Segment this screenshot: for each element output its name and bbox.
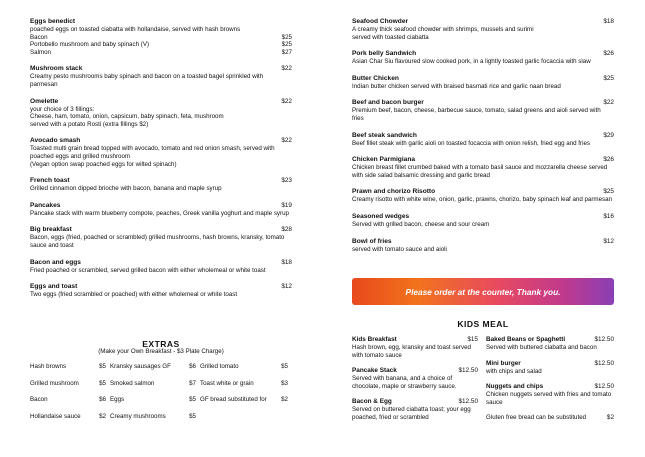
item-name: Pork belly Sandwich bbox=[352, 50, 417, 58]
item-price: $16 bbox=[603, 212, 614, 220]
item-name: French toast bbox=[30, 177, 70, 185]
extra-label: Hollandaise sauce bbox=[30, 412, 81, 420]
extra-label: Eggs bbox=[110, 396, 125, 404]
item-option bbox=[30, 41, 292, 49]
item-price: $22 bbox=[281, 97, 292, 105]
menu-item bbox=[30, 65, 292, 88]
extra-label: Creamy mushrooms bbox=[110, 412, 166, 420]
item-description: Fried poached or scrambled, served grilled bacon with either wholemeal or white toast bbox=[30, 266, 266, 274]
extra-price: $5 bbox=[281, 363, 288, 370]
item-price: $12 bbox=[603, 237, 614, 245]
item-description: served with tomato sauce and aioli bbox=[352, 245, 447, 253]
item-name: Big breakfast bbox=[30, 226, 72, 234]
item-description: Two eggs (fried scrambled or poached) with either wholemeal or white toast bbox=[30, 291, 238, 299]
item-price: $28 bbox=[281, 226, 292, 234]
extra-item bbox=[110, 413, 200, 421]
extra-label: Hash browns bbox=[30, 363, 67, 370]
kids-meal-title: KIDS MEAL bbox=[457, 319, 509, 329]
banner-text: Please order at the counter, Thank you. bbox=[405, 286, 561, 297]
extra-item bbox=[200, 380, 292, 388]
breakfast-column bbox=[30, 18, 292, 308]
extra-item bbox=[110, 380, 200, 388]
item-price: $26 bbox=[603, 50, 614, 58]
item-price: $23 bbox=[281, 177, 292, 185]
option-price: $27 bbox=[281, 48, 292, 56]
item-price: $18 bbox=[603, 18, 614, 25]
menu-item bbox=[30, 18, 292, 56]
kids-right-column bbox=[486, 336, 614, 430]
item-price: $29 bbox=[603, 131, 614, 139]
item-description: Indian butter chicken served with braised basmati rice and garlic naan bread bbox=[352, 82, 561, 90]
kids-item bbox=[352, 398, 478, 421]
kids-item-description: with chips and salad bbox=[486, 367, 542, 375]
kids-item bbox=[486, 383, 614, 406]
item-name: Beef and bacon burger bbox=[352, 99, 424, 107]
extra-item bbox=[110, 396, 200, 404]
extra-price: $5 bbox=[99, 379, 106, 387]
menu-item bbox=[352, 156, 614, 179]
item-description: A creamy thick seafood chowder with shrimps, mussels and surimi served with toasted ciabatta bbox=[352, 26, 534, 41]
extra-label: Toast white or grain bbox=[200, 379, 254, 387]
kids-item-name: Kids Breakfast bbox=[352, 336, 397, 343]
extra-price: $3 bbox=[281, 379, 288, 387]
extra-item bbox=[110, 363, 200, 371]
menu-item bbox=[352, 99, 614, 122]
item-option bbox=[30, 34, 292, 42]
item-price: $18 bbox=[281, 258, 292, 266]
kids-item-description: Chicken nuggets served with fries and tomato sauce bbox=[486, 391, 612, 406]
menu-item bbox=[30, 202, 292, 218]
option-label: Portobello mushroom and baby spinach (V) bbox=[30, 41, 150, 49]
menu-item bbox=[30, 98, 292, 129]
item-name: Bowl of fries bbox=[352, 237, 392, 245]
order-banner bbox=[352, 278, 614, 305]
kids-item-name: Mini burger bbox=[486, 359, 521, 367]
kids-item bbox=[486, 360, 614, 376]
kids-item-price: $12.50 bbox=[594, 336, 614, 343]
item-name: Mushroom stack bbox=[30, 65, 83, 73]
extra-label: Grilled mushroom bbox=[30, 379, 79, 387]
item-description: Asian Char Siu flavoured slow cooked pork, in a lightly toasted garlic focaccia with slaw bbox=[352, 58, 591, 66]
item-description: Toasted multi grain bread topped with avocado, tomato and red onion smash, served with poached eggs and grilled mushroom (Vegan option swap poached eggs for wilted spinach) bbox=[30, 145, 275, 168]
kids-item bbox=[486, 336, 614, 352]
item-price: $19 bbox=[281, 201, 292, 209]
extra-label: Grilled tomato bbox=[200, 363, 239, 370]
extra-price: $2 bbox=[281, 396, 288, 404]
menu-item bbox=[30, 177, 292, 193]
item-price: $25 bbox=[603, 74, 614, 82]
item-description: Served with grilled bacon, cheese and sour cream bbox=[352, 220, 490, 228]
item-price: $22 bbox=[281, 65, 292, 73]
menu-item bbox=[30, 259, 292, 275]
kids-item bbox=[352, 367, 478, 390]
kids-item-description: Hash brown, egg, kransky and toast served with tomato sauce bbox=[352, 344, 472, 359]
item-name: Avocado smash bbox=[30, 137, 81, 145]
item-price: $26 bbox=[603, 156, 614, 164]
extra-label: Smoked salmon bbox=[110, 379, 155, 387]
extra-price: $6 bbox=[99, 396, 106, 404]
kids-left-column bbox=[352, 336, 478, 430]
option-label: Bacon bbox=[30, 33, 48, 41]
extra-price: $5 bbox=[99, 363, 106, 370]
extra-price: $2 bbox=[99, 412, 106, 420]
extra-price: $6 bbox=[189, 363, 196, 370]
extra-label: Bacon bbox=[30, 396, 48, 404]
menu-item bbox=[352, 188, 614, 204]
menu-item bbox=[352, 132, 614, 148]
extra-item bbox=[200, 363, 292, 371]
item-description: Beef fillet steak with garlic aioli on toasted focaccia with onion relish, fried egg and fries bbox=[352, 139, 591, 147]
item-description: Grilled cinnamon dipped brioche with bacon, banana and maple syrup bbox=[30, 185, 222, 193]
kids-item-price: $12.50 bbox=[458, 367, 478, 375]
item-description: Creamy risotto with white wine, onion, garlic, prawns, chorizo, baby spinach leaf and parmesan bbox=[352, 196, 613, 204]
item-price: $22 bbox=[603, 99, 614, 107]
item-name: Chicken Parmigiana bbox=[352, 156, 416, 164]
extra-item bbox=[30, 363, 110, 371]
item-name: Butter Chicken bbox=[352, 74, 399, 82]
extra-price: $5 bbox=[189, 396, 196, 404]
extras-title: EXTRAS bbox=[142, 339, 180, 349]
item-price: $12 bbox=[281, 283, 292, 291]
item-description: Chicken breast fillet crumbed baked with a tomato basil sauce and mozzarella cheese served with side salad balsamic dressing and garlic bread bbox=[352, 164, 608, 179]
kids-meal-grid bbox=[352, 336, 614, 430]
item-description: your choice of 3 fillings: Cheese, ham, tomato, onion, capsicum, baby spinach, feta, mushroom served with a potato Rosti (extra fillings $2) bbox=[30, 105, 224, 128]
item-name: Eggs benedict bbox=[30, 18, 76, 25]
item-price: $22 bbox=[281, 137, 292, 145]
option-label: Salmon bbox=[30, 48, 51, 56]
menu-item bbox=[352, 213, 614, 229]
menu-item bbox=[30, 226, 292, 249]
extras-list bbox=[30, 363, 292, 420]
item-description: poached eggs on toasted ciabatta with hollandaise, served with hash browns bbox=[30, 26, 241, 33]
menu-item bbox=[30, 283, 292, 299]
menu-item bbox=[352, 238, 614, 254]
mains-column bbox=[352, 18, 614, 262]
menu-item bbox=[352, 50, 614, 66]
extra-label: GF bread substituted for bbox=[200, 396, 267, 404]
item-name: Prawn and chorizo Risotto bbox=[352, 188, 436, 196]
item-name: Seafood Chowder bbox=[352, 18, 409, 25]
kids-item-name: Nuggets and chips bbox=[486, 383, 544, 391]
kids-item bbox=[486, 414, 614, 422]
kids-item-description: Served on buttered ciabatta toast; your egg poached, fried or scrambled bbox=[352, 406, 471, 421]
kids-item bbox=[352, 336, 478, 359]
kids-item-name: Pancake Stack bbox=[352, 367, 397, 375]
kids-item-price: $2 bbox=[606, 414, 614, 422]
item-name: Omelette bbox=[30, 97, 59, 105]
kids-item-description: Served with banana, and a choice of chocolate, maple or strawberry sauce. bbox=[352, 375, 457, 390]
kids-item-price: $12.50 bbox=[594, 383, 614, 391]
kids-item-name: Bacon & Egg bbox=[352, 398, 392, 406]
extra-price: $5 bbox=[189, 412, 196, 420]
item-description: Premium beef, bacon, cheese, barbecue sauce, tomato, salad greens and aioli served with fries bbox=[352, 107, 601, 122]
extra-item bbox=[30, 396, 110, 404]
menu-item bbox=[30, 137, 292, 168]
item-option bbox=[30, 49, 292, 57]
item-description: Creamy pesto mushrooms baby spinach and bacon on a toasted bagel sprinkled with parmesan bbox=[30, 73, 264, 88]
extra-price: $7 bbox=[189, 379, 196, 387]
extra-item bbox=[200, 396, 292, 404]
extra-item bbox=[30, 380, 110, 388]
item-name: Bacon and eggs bbox=[30, 258, 81, 266]
item-description: Pancake stack with warm blueberry compote, peaches, Greek vanilla yoghurt and maple syrup bbox=[30, 209, 289, 217]
kids-item-name: Baked Beans or Spaghetti bbox=[486, 336, 566, 343]
menu-item bbox=[352, 18, 614, 41]
item-name: Eggs and toast bbox=[30, 283, 78, 291]
option-price: $25 bbox=[281, 33, 292, 41]
kids-item-price: $15 bbox=[467, 336, 478, 343]
extra-item bbox=[200, 413, 292, 421]
kids-item-description: Served with buttered ciabatta and bacon bbox=[486, 344, 597, 351]
item-name: Beef steak sandwich bbox=[352, 131, 417, 139]
option-price: $25 bbox=[281, 41, 292, 49]
extra-item bbox=[30, 413, 110, 421]
item-name: Pancakes bbox=[30, 201, 61, 209]
extras-subtitle: (Make your Own Breakfast - $3 Plate Charge) bbox=[98, 348, 224, 355]
kids-item-price: $12.50 bbox=[594, 359, 614, 367]
item-description: Bacon, eggs (fried, poached or scrambled) grilled mushrooms, hash browns, kransky, tomato sauce and toast bbox=[30, 234, 285, 249]
menu-item bbox=[352, 75, 614, 91]
item-name: Seasoned wedges bbox=[352, 212, 410, 220]
item-price: $25 bbox=[603, 188, 614, 196]
kids-item-price: $12.50 bbox=[458, 398, 478, 406]
extra-label: Kransky sausages GF bbox=[110, 363, 171, 370]
kids-item-description: Gluten free bread can be substituted bbox=[486, 414, 587, 422]
